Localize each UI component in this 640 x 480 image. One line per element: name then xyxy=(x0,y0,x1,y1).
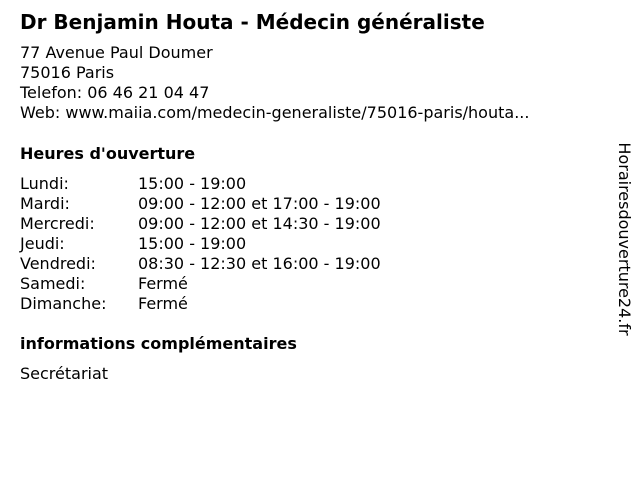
hours-value: 09:00 - 12:00 et 14:30 - 19:00 xyxy=(138,214,381,233)
hours-value: 08:30 - 12:30 et 16:00 - 19:00 xyxy=(138,254,381,273)
opening-hours-list xyxy=(20,174,381,314)
hours-row-tuesday xyxy=(20,194,381,214)
day-label: Samedi: xyxy=(20,274,86,293)
day-label: Lundi: xyxy=(20,174,69,193)
hours-value: Fermé xyxy=(138,274,188,293)
page-title: Dr Benjamin Houta - Médecin généraliste xyxy=(20,10,485,34)
hours-value: 15:00 - 19:00 xyxy=(138,234,247,253)
website-line: Web: www.maiia.com/medecin-generaliste/75016-paris/houta... xyxy=(20,103,530,122)
additional-info-heading: informations complémentaires xyxy=(20,334,297,353)
address-line-1: 77 Avenue Paul Doumer xyxy=(20,43,213,62)
side-watermark: Horairesdouverture24.fr xyxy=(615,142,634,336)
hours-value: 15:00 - 19:00 xyxy=(138,174,247,193)
address-line-2: 75016 Paris xyxy=(20,63,115,82)
phone-number: Telefon: 06 46 21 04 47 xyxy=(20,83,210,102)
day-label: Dimanche: xyxy=(20,294,107,313)
day-label: Mercredi: xyxy=(20,214,95,233)
hours-row-wednesday xyxy=(20,214,381,234)
additional-info-text: Secrétariat xyxy=(20,364,109,383)
day-label: Jeudi: xyxy=(20,234,65,253)
day-label: Vendredi: xyxy=(20,254,96,273)
hours-value: Fermé xyxy=(138,294,188,313)
hours-row-saturday xyxy=(20,274,381,294)
hours-row-monday xyxy=(20,174,381,194)
hours-value: 09:00 - 12:00 et 17:00 - 19:00 xyxy=(138,194,381,213)
hours-row-sunday xyxy=(20,294,381,314)
day-label: Mardi: xyxy=(20,194,70,213)
opening-hours-heading: Heures d'ouverture xyxy=(20,144,196,163)
hours-row-friday xyxy=(20,254,381,274)
contact-info xyxy=(20,43,529,123)
hours-row-thursday xyxy=(20,234,381,254)
